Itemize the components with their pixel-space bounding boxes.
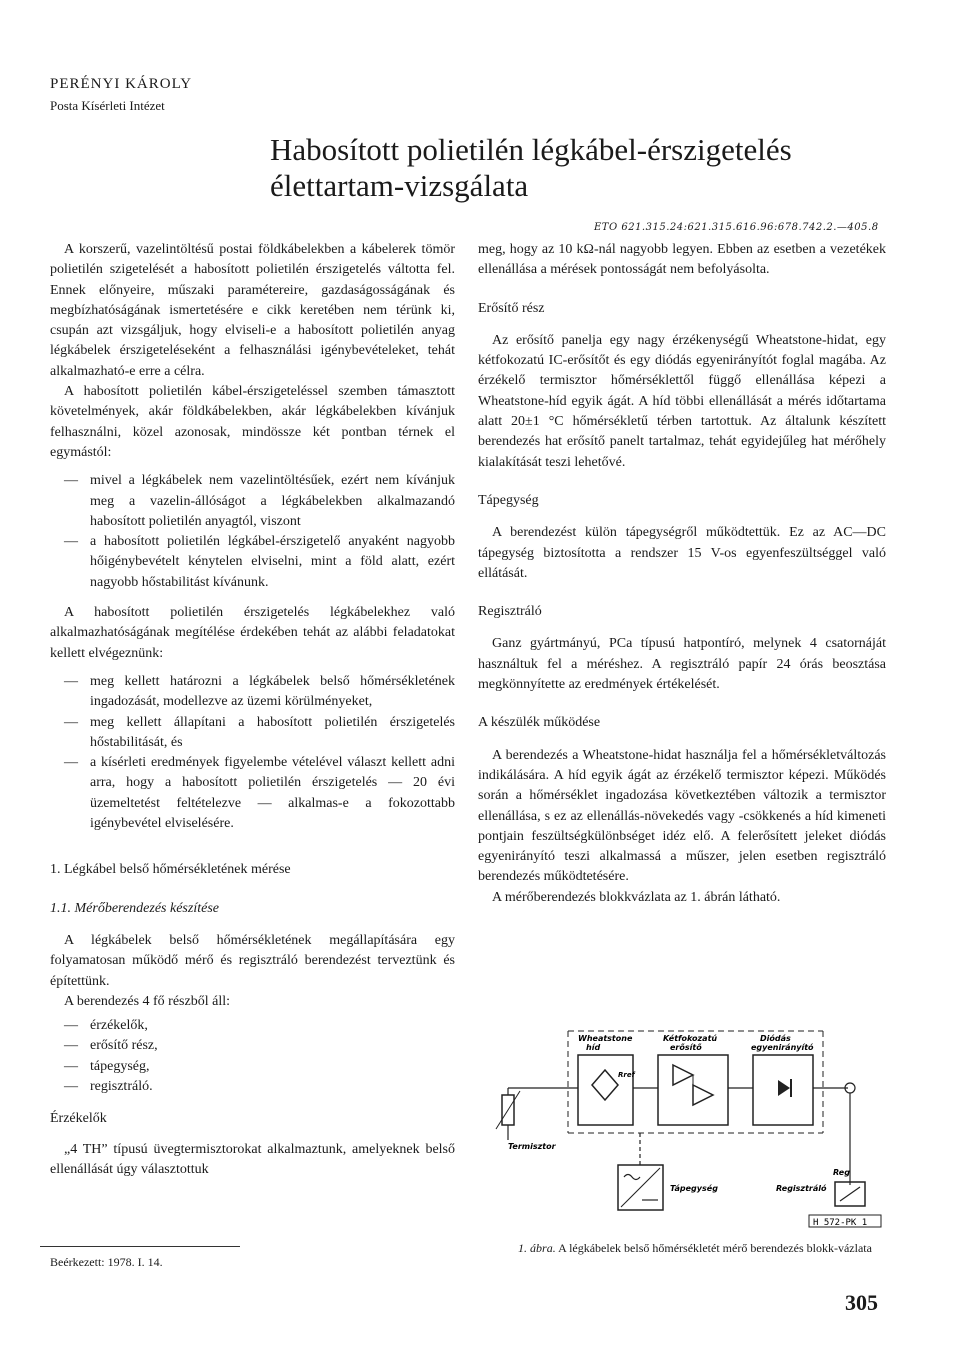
figure-number: 1. ábra. xyxy=(518,1241,556,1255)
figure-code: H 572-PK 1 xyxy=(813,1218,868,1228)
title-line-2: élettartam-vizsgálata xyxy=(270,168,529,203)
thermistor-arrow xyxy=(496,1091,520,1129)
right-paragraph-4: Ganz gyártmányú, PCa típusú hatpontíró, melynek 4 csatornáját használtuk fel a méréshez. A regisztráló papír 24 órás beosztása megkönnyítette az eredmények értékelését. xyxy=(478,636,886,693)
sensors-subheading: Érzékelők xyxy=(50,1111,107,1127)
components-list xyxy=(50,1016,455,1097)
requirements-list xyxy=(50,471,455,593)
amp-stage-2 xyxy=(693,1085,713,1105)
list-item: — a habosított polietilén légkábel-érszigetelő anyaként nagyobb hőigénybevételt kénytelen elviselni, mint a föld alatt, ezért nagyobb hőstabilitást kívánunk. xyxy=(90,532,455,593)
list-item: — a kísérleti eredmények figyelembe vételével választ kellett adni arra, hogy a habosított polietilén érszigetelés — 20 évi üzemeltetést feltételezve — alkalmas-e a fokozottabb igénybevétel elviselésére. xyxy=(90,753,455,834)
list-item: — regisztráló. xyxy=(90,1077,455,1097)
right-paragraph-6: A mérőberendezés blokkvázlata az 1. ábrán látható. xyxy=(492,889,781,905)
right-paragraph-5: A berendezés a Wheatstone-hidat használja fel a hőmérsékletváltozás indikálására. A híd egyik ágát az érzékelő termisztor képezi. Működés során a hőmérséklet ingadozása következtében változik a termisztor ellenállása, s ez az ellenállás-növekedés vagy -csökkenés a híd kimeneti pontjain feszültségkülönbséget idéz elő. A felerősített jeleket diódás egyenirányító teszi alkalmassá a műszer, jelen esetben regisztráló berendezés működtetésére. xyxy=(478,747,886,885)
power-supply-label: Tápegység xyxy=(670,1184,718,1193)
ac-symbol xyxy=(624,1175,640,1180)
author-name: PERÉNYI KÁROLY xyxy=(50,76,193,92)
recorder-label: Regisztráló xyxy=(776,1184,827,1193)
bridge-label: híd xyxy=(586,1043,601,1052)
list-item: — meg kellett határozni a légkábelek belső hőmérsékletének ingadozását, modellezve az üzemi körülményeket, xyxy=(90,672,455,713)
left-paragraph-1: A korszerű, vazelintöltésű postai földkábelekben a kábelerek tömör polietilén szigetelését a habosított polietilén érszigetelés váltotta fel. Ennek előnyeire, műszaki paramétereire, gazdaságosságának és megbízhatóságának ismertetésére e cikk keretében nem térünk ki, csupán azt vizsgáljuk, hogy elviseli-e a habosított polietilén anyag légkábelek érszigeteléseként a felhasználási igénybevételeket, tehát alkalmazható-e erre a célra. xyxy=(50,242,455,379)
page-number: 305 xyxy=(845,1290,878,1315)
rref-label: Rref xyxy=(618,1071,635,1079)
footnote-rule xyxy=(40,1246,240,1247)
left-paragraph-6: „4 TH” típusú üvegtermisztorokat alkalmaztunk, amelyeknek belső ellenállását úgy választottuk xyxy=(50,1141,455,1177)
author-affiliation: Posta Kísérleti Intézet xyxy=(50,98,165,113)
wheatstone-block xyxy=(578,1055,633,1125)
power-supply-heading: Tápegység xyxy=(478,492,539,508)
figure-caption-text: A légkábelek belső hőmérsékletét mérő berendezés blokk-vázlata xyxy=(558,1241,872,1255)
list-item: — tápegység, xyxy=(90,1057,455,1077)
udc-classification: ETO 621.315.24:621.315.616.96:678.742.2.—405.8 xyxy=(594,222,879,233)
recorder-short-label: Reg xyxy=(833,1168,850,1177)
left-paragraph-4: A légkábelek belső hőmérsékletének megállapítására egy folyamatosan működő mérő és regisztráló berendezést terveztünk és építettünk. xyxy=(50,932,455,989)
right-paragraph-2: Az erősítő panelja egy nagy érzékenységű Wheatstone-hidat, egy kétfokozatú IC-erősítőt és egy diódás egyenirányítót foglal magába. Az érzékelő termisztor hőmérséklettől függő ellenállása képezi a Wheatstone-híd egyik ágát. A híd többi ellenállását a mérés időtartama alatt 20±1 °C hőmérsékletű térben tartottuk. Az általunk készített berendezés hat erősítő panelt tartalmaz, tehát egyidejűleg hat mérőhely kialakítását teszi lehetővé. xyxy=(478,332,886,470)
figure-caption xyxy=(500,1240,890,1256)
left-paragraph-3: A habosított polietilén érszigetelés légkábelekhez való alkalmazhatóságának megítélése érdekében tehát az alábbi feladatokat kellett elvégeznünk: xyxy=(50,605,455,661)
left-paragraph-2: A habosított polietilén kábel-érszigeteléssel szemben támasztott követelmények, akár földkábelekben, akár légkábelekben kívánjuk felhasználni, közel azonosak, mindössze két pontban térnek el egymástól: xyxy=(50,384,455,460)
recorder-heading: Regisztráló xyxy=(478,604,542,620)
bridge-diamond xyxy=(592,1070,618,1100)
diode-symbol xyxy=(778,1080,790,1096)
article-title xyxy=(270,132,910,204)
amplifier-label-2: erősítő xyxy=(670,1043,702,1052)
list-item: — mivel a légkábelek nem vazelintöltésűek, ezért nem kívánjuk meg a vazelin-állóságot a légkábelekben alkalmazandó habosított polietilén anyagtól, viszont xyxy=(90,471,455,532)
section-1-1-heading xyxy=(50,899,455,919)
right-column xyxy=(478,240,886,908)
right-paragraph-3: A berendezést külön tápegységről működtettük. Ez az AC—DC tápegység biztosította a rendszer 15 V-os egyenfeszültséggel való ellátását. xyxy=(478,525,886,581)
rectifier-label: Diódás xyxy=(760,1034,791,1043)
amplifier-label: Kétfokozatú xyxy=(663,1034,718,1043)
recorder-needle xyxy=(840,1187,860,1201)
thermistor-label: Termisztor xyxy=(508,1142,556,1151)
rectifier-label-2: egyenirányító xyxy=(751,1043,814,1052)
amplifier-heading: Erősítő rész xyxy=(478,300,545,316)
amp-stage-1 xyxy=(673,1065,693,1085)
section-1-title: Légkábel belső hőmérsékletének mérése xyxy=(64,862,291,878)
operation-heading: A készülék működése xyxy=(478,715,601,731)
received-date: Beérkezett: 1978. I. 14. xyxy=(50,1255,163,1269)
section-1-1-number: 1.1. xyxy=(50,900,71,916)
left-paragraph-5: A berendezés 4 fő részből áll: xyxy=(64,993,230,1009)
list-item: — érzékelők, xyxy=(90,1016,455,1036)
block-diagram xyxy=(478,1025,888,1230)
right-paragraph-1: meg, hogy az 10 kΩ-nál nagyobb legyen. Ebben az esetben a vezetékek ellenállása a mérések pontosságát nem befolyásolta. xyxy=(478,242,886,278)
power-diagonal xyxy=(621,1168,660,1207)
section-1-1-title: Mérőberendezés készítése xyxy=(74,900,219,916)
section-1-number: 1. xyxy=(50,862,61,878)
section-1-heading xyxy=(50,860,455,880)
title-line-1: Habosított polietilén légkábel-érszigetelés xyxy=(270,132,792,167)
list-item: — meg kellett állapítani a habosított polietilén érszigetelés hőstabilitását, és xyxy=(90,713,455,754)
tasks-list xyxy=(50,672,455,834)
left-column xyxy=(50,240,455,1180)
wheatstone-label: Wheatstone xyxy=(578,1034,633,1043)
list-item: — erősítő rész, xyxy=(90,1036,455,1056)
